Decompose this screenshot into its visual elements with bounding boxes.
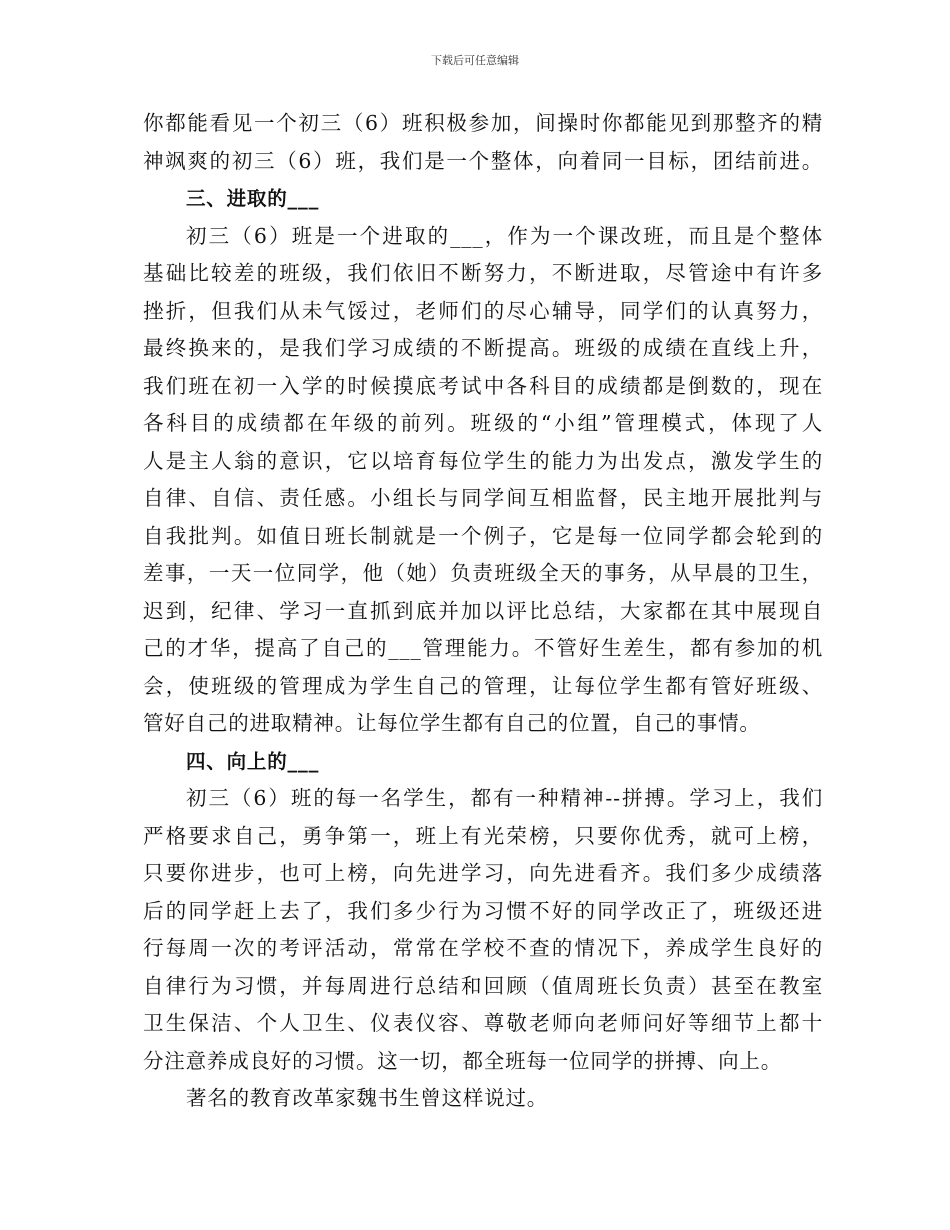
paragraph-line: 最终换来的，是我们学习成绩的不断提高。班级的成绩在直线上升， xyxy=(143,336,823,360)
paragraph-line: 己的才华，提高了自己的___管理能力。不管好生差生，都有参加的机 xyxy=(143,636,823,660)
paragraph-line: 著名的教育改革家魏书生曾这样说过。 xyxy=(186,1086,549,1110)
paragraph-line: 分注意养成良好的习惯。这一切，都全班每一位同学的拼搏、向上。 xyxy=(143,1048,782,1073)
paragraph-line: 卫生保洁、个人卫生、仪表仪容、尊敬老师向老师问好等细节上都十 xyxy=(143,1011,823,1035)
paragraph-line: 各科目的成绩都在年级的前列。班级的“小组”管理模式，体现了人 xyxy=(143,411,823,435)
paragraph-line: 差事，一天一位同学，他（她）负责班级全天的事务，从早晨的卫生， xyxy=(143,561,823,585)
paragraph-line: 自律、自信、责任感。小组长与同学间互相监督，民主地开展批判与 xyxy=(143,486,823,510)
paragraph-line: 只要你进步，也可上榜，向先进学习，向先进看齐。我们多少成绩落 xyxy=(143,861,823,885)
paragraph-line: 初三（6）班是一个进取的___，作为一个课改班，而且是个整体 xyxy=(186,223,823,248)
paragraph-line: 后的同学赶上去了，我们多少行为习惯不好的同学改正了，班级还进 xyxy=(143,898,823,923)
paragraph-line: 初三（6）班的每一名学生，都有一种精神--拼搏。学习上，我们 xyxy=(186,786,823,810)
paragraph-line: 会，使班级的管理成为学生自己的管理，让每位学生都有管好班级、 xyxy=(143,673,823,698)
paragraph-line: 人是主人翁的意识，它以培育每位学生的能力为出发点，激发学生的 xyxy=(143,448,823,473)
paragraph-line: 迟到，纪律、学习一直抓到底并加以评比总结，大家都在其中展现自 xyxy=(143,598,823,623)
section-heading: 四、向上的___ xyxy=(186,749,320,773)
paragraph-line: 神飒爽的初三（6）班，我们是一个整体，向着同一目标，团结前进。 xyxy=(143,148,823,173)
document-body xyxy=(143,105,823,1118)
paragraph-line: 我们班在初一入学的时候摸底考试中各科目的成绩都是倒数的，现在 xyxy=(143,373,823,398)
paragraph-line: 挫折，但我们从未气馁过，老师们的尽心辅导，同学们的认真努力， xyxy=(143,298,823,323)
page-header: 下载后可任意编辑 xyxy=(431,54,519,67)
paragraph-line: 自我批判。如值日班长制就是一个例子，它是每一位同学都会轮到的 xyxy=(143,523,823,548)
paragraph-line: 管好自己的进取精神。让每位学生都有自己的位置，自己的事情。 xyxy=(143,711,761,735)
paragraph-line: 你都能看见一个初三（6）班积极参加，间操时你都能见到那整齐的精 xyxy=(143,111,823,135)
paragraph-line: 自律行为习惯，并每周进行总结和回顾（值周班长负责）甚至在教室 xyxy=(143,973,823,998)
paragraph-line: 严格要求自己，勇争第一，班上有光荣榜，只要你优秀，就可上榜， xyxy=(143,823,823,848)
paragraph-line: 基础比较差的班级，我们依旧不断努力，不断进取，尽管途中有许多 xyxy=(143,261,823,285)
section-heading: 三、进取的___ xyxy=(186,187,320,210)
paragraph-line: 行每周一次的考评活动，常常在学校不查的情况下，养成学生良好的 xyxy=(143,936,823,960)
